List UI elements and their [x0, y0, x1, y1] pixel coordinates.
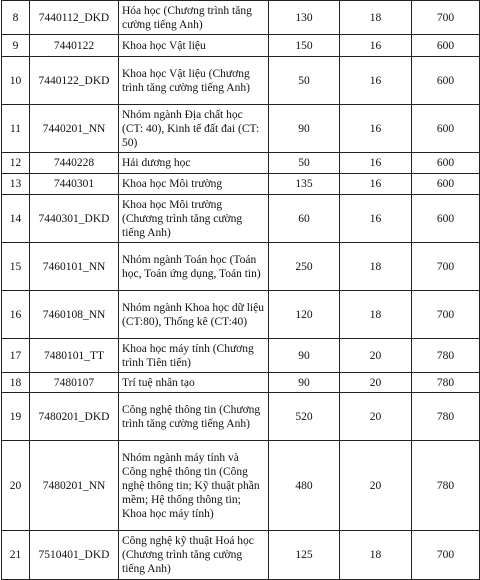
program-code-cell: 7480201_DKD [30, 393, 119, 441]
fee-cell: 600 [412, 174, 480, 195]
row-number-cell: 20 [2, 441, 30, 531]
quota-cell: 50 [269, 57, 340, 105]
program-name-cell: Trí tuệ nhân tạo [119, 373, 269, 393]
row-number-cell: 10 [2, 57, 30, 105]
quota-cell: 130 [269, 1, 340, 35]
program-name-cell: Khoa học Môi trường (Chương trình tăng cường tiếng Anh) [119, 195, 269, 243]
table-row [2, 1, 480, 35]
table-row [2, 531, 480, 580]
quota-cell: 60 [269, 195, 340, 243]
row-number-cell: 12 [2, 153, 30, 174]
credits-cell: 18 [340, 291, 412, 339]
program-code-cell: 7440112_DKD [30, 1, 119, 35]
program-name-cell: Hải dương học [119, 153, 269, 174]
program-code-cell: 7440201_NN [30, 105, 119, 153]
program-table [1, 0, 480, 580]
table-row [2, 35, 480, 57]
row-number-cell: 21 [2, 531, 30, 580]
program-table-body [2, 1, 480, 580]
program-code-cell: 7480101_TT [30, 339, 119, 373]
program-code-cell: 7440122_DKD [30, 57, 119, 105]
program-name-cell: Nhóm ngành máy tính và Công nghệ thông tin (Công nghệ thông tin; Kỹ thuật phần mềm; Hệ thống thông tin; Khoa học máy tính) [119, 441, 269, 531]
fee-cell: 600 [412, 35, 480, 57]
program-code-cell: 7480201_NN [30, 441, 119, 531]
credits-cell: 20 [340, 441, 412, 531]
credits-cell: 18 [340, 243, 412, 291]
table-row [2, 441, 480, 531]
credits-cell: 16 [340, 174, 412, 195]
fee-cell: 700 [412, 243, 480, 291]
program-name-cell: Khoa học máy tính (Chương trình Tiên tiến) [119, 339, 269, 373]
row-number-cell: 15 [2, 243, 30, 291]
fee-cell: 600 [412, 195, 480, 243]
fee-cell: 780 [412, 441, 480, 531]
program-code-cell: 7440301_DKD [30, 195, 119, 243]
row-number-cell: 14 [2, 195, 30, 243]
program-name-cell: Nhóm ngành Khoa học dữ liệu (CT:80), Thống kê (CT:40) [119, 291, 269, 339]
row-number-cell: 19 [2, 393, 30, 441]
fee-cell: 700 [412, 531, 480, 580]
row-number-cell: 11 [2, 105, 30, 153]
quota-cell: 125 [269, 531, 340, 580]
quota-cell: 480 [269, 441, 340, 531]
program-code-cell: 7460101_NN [30, 243, 119, 291]
table-row [2, 393, 480, 441]
program-code-cell: 7440301 [30, 174, 119, 195]
quota-cell: 250 [269, 243, 340, 291]
table-row [2, 57, 480, 105]
program-name-cell: Khoa học Môi trường [119, 174, 269, 195]
program-name-cell: Hóa học (Chương trình tăng cường tiếng Anh) [119, 1, 269, 35]
credits-cell: 18 [340, 531, 412, 580]
fee-cell: 700 [412, 1, 480, 35]
quota-cell: 90 [269, 373, 340, 393]
credits-cell: 20 [340, 339, 412, 373]
credits-cell: 16 [340, 195, 412, 243]
quota-cell: 120 [269, 291, 340, 339]
table-row [2, 243, 480, 291]
table-row [2, 373, 480, 393]
table-row [2, 195, 480, 243]
row-number-cell: 8 [2, 1, 30, 35]
credits-cell: 16 [340, 35, 412, 57]
quota-cell: 90 [269, 339, 340, 373]
fee-cell: 600 [412, 57, 480, 105]
fee-cell: 600 [412, 153, 480, 174]
credits-cell: 16 [340, 105, 412, 153]
quota-cell: 150 [269, 35, 340, 57]
program-code-cell: 7480107 [30, 373, 119, 393]
row-number-cell: 16 [2, 291, 30, 339]
table-row [2, 291, 480, 339]
credits-cell: 16 [340, 57, 412, 105]
program-name-cell: Khoa học Vật liệu [119, 35, 269, 57]
row-number-cell: 17 [2, 339, 30, 373]
fee-cell: 600 [412, 105, 480, 153]
credits-cell: 16 [340, 153, 412, 174]
row-number-cell: 9 [2, 35, 30, 57]
program-code-cell: 7460108_NN [30, 291, 119, 339]
program-name-cell: Công nghệ thông tin (Chương trình tăng cường tiếng Anh) [119, 393, 269, 441]
fee-cell: 780 [412, 373, 480, 393]
table-row [2, 105, 480, 153]
table-row [2, 339, 480, 373]
quota-cell: 520 [269, 393, 340, 441]
program-name-cell: Khoa học Vật liệu (Chương trình tăng cường tiếng Anh) [119, 57, 269, 105]
fee-cell: 780 [412, 339, 480, 373]
credits-cell: 20 [340, 373, 412, 393]
credits-cell: 18 [340, 1, 412, 35]
table-row [2, 153, 480, 174]
quota-cell: 90 [269, 105, 340, 153]
row-number-cell: 13 [2, 174, 30, 195]
table-row [2, 174, 480, 195]
fee-cell: 700 [412, 291, 480, 339]
program-code-cell: 7440122 [30, 35, 119, 57]
program-name-cell: Công nghệ kỹ thuật Hoá học (Chương trình tăng cường tiếng Anh) [119, 531, 269, 580]
quota-cell: 135 [269, 174, 340, 195]
row-number-cell: 18 [2, 373, 30, 393]
program-name-cell: Nhóm ngành Toán học (Toán học, Toán ứng dụng, Toán tin) [119, 243, 269, 291]
fee-cell: 780 [412, 393, 480, 441]
program-name-cell: Nhóm ngành Địa chất học (CT: 40), Kinh tế đất đai (CT: 50) [119, 105, 269, 153]
quota-cell: 50 [269, 153, 340, 174]
program-code-cell: 7510401_DKD [30, 531, 119, 580]
program-code-cell: 7440228 [30, 153, 119, 174]
credits-cell: 20 [340, 393, 412, 441]
